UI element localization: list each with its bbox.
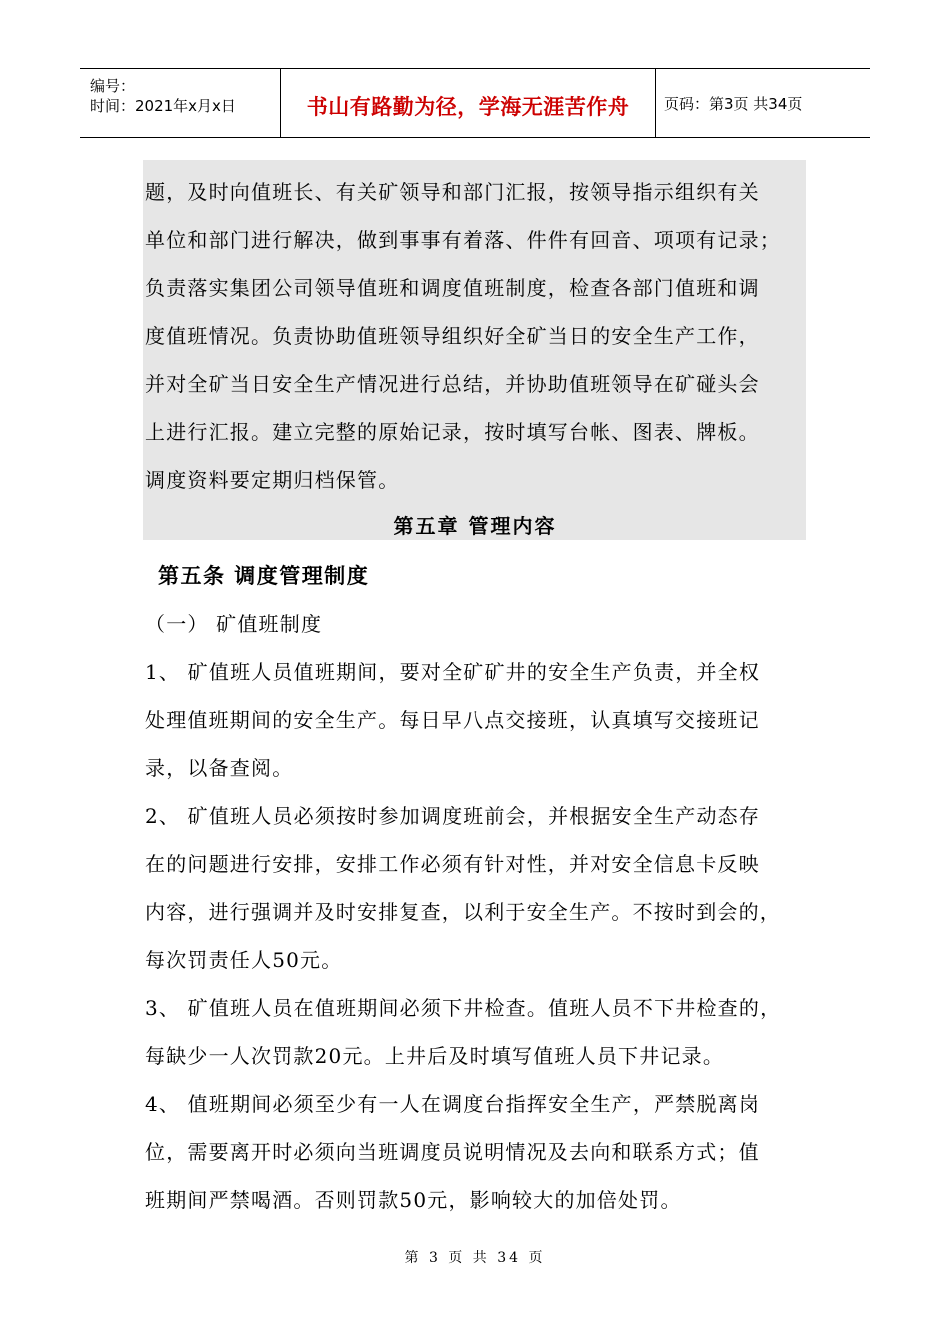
paragraph-line: 在的问题进行安排，安排工作必须有针对性，并对安全信息卡反映: [145, 852, 760, 876]
header-right-cell: [656, 69, 870, 137]
paragraph-line: 负责落实集团公司领导值班和调度值班制度，检查各部门值班和调: [145, 276, 760, 300]
paragraph-line: 每次罚责任人50元。: [145, 948, 343, 972]
paragraph-line: 班期间严禁喝酒。否则罚款50元，影响较大的加倍处罚。: [145, 1188, 682, 1212]
header-left-cell: [80, 69, 281, 137]
article-heading: 第五条 调度管理制度: [158, 563, 370, 588]
paragraph-line: 2、 矿值班人员必须按时参加调度班前会，并根据安全生产动态存: [145, 804, 761, 828]
paragraph-line: 4、 值班期间必须至少有一人在调度台指挥安全生产，严禁脱离岗: [145, 1092, 761, 1116]
paragraph-line: 每缺少一人次罚款20元。上井后及时填写值班人员下井记录。: [145, 1044, 725, 1068]
paragraph-line: 1、 矿值班人员值班期间，要对全矿矿井的安全生产负责，并全权: [145, 660, 761, 684]
document-date-label: 时间：2021年x月x日: [90, 97, 236, 115]
paragraph-line: 题，及时向值班长、有关矿领导和部门汇报，按领导指示组织有关: [145, 180, 760, 204]
header-middle-cell: [281, 69, 656, 137]
section-heading: （一） 矿值班制度: [145, 612, 323, 636]
paragraph-line: 位，需要离开时必须向当班调度员说明情况及去向和联系方式；值: [145, 1140, 760, 1164]
page-header: [80, 68, 870, 138]
page-footer: 第 3 页 共 34 页: [404, 1250, 546, 1266]
paragraph-line: 内容，进行强调并及时安排复查，以利于安全生产。不按时到会的，: [145, 900, 781, 924]
chapter-heading: 第五章 管理内容: [393, 514, 557, 538]
paragraph-line: 录，以备查阅。: [145, 756, 294, 780]
paragraph-line: 单位和部门进行解决，做到事事有着落、件件有回音、项项有记录；: [145, 228, 781, 252]
paragraph-line: 处理值班期间的安全生产。每日早八点交接班，认真填写交接班记: [145, 708, 760, 732]
paragraph-line: 度值班情况。负责协助值班领导组织好全矿当日的安全生产工作，: [145, 324, 760, 348]
header-motto: 书山有路勤为径，学海无涯苦作舟: [306, 95, 630, 119]
paragraph-line: 上进行汇报。建立完整的原始记录，按时填写台帐、图表、牌板。: [145, 420, 760, 444]
header-page-info: 页码：第3页 共34页: [664, 95, 803, 113]
paragraph-line: 并对全矿当日安全生产情况进行总结，并协助值班领导在矿碰头会: [145, 372, 760, 396]
paragraph-line: 3、 矿值班人员在值班期间必须下井检查。值班人员不下井检查的，: [145, 996, 782, 1020]
paragraph-line: 调度资料要定期归档保管。: [145, 468, 400, 492]
document-number-label: 编号：: [90, 77, 136, 95]
